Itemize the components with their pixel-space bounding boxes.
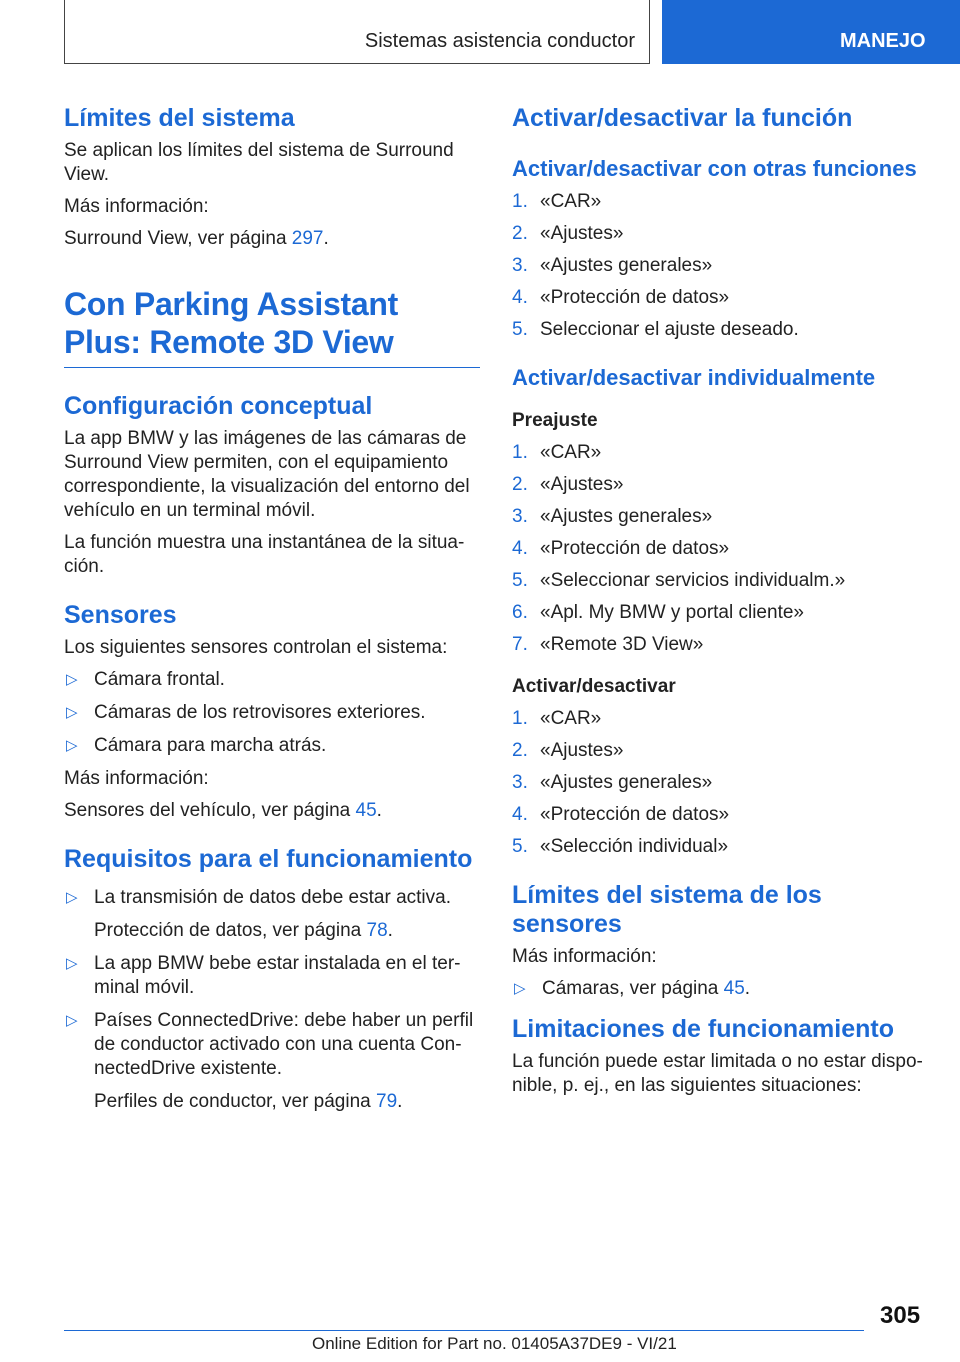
chapter-heading	[64, 285, 480, 368]
list-item: ▷ Cámara para marcha atrás.	[66, 735, 327, 756]
steps-list	[512, 190, 932, 342]
steps-list	[512, 441, 932, 657]
list-item: ▷ Cámaras, ver página 45.	[514, 978, 751, 999]
cross-reference: Perfiles de conductor, ver página 79.	[94, 1091, 403, 1112]
list-item: 5. «Selección individual»	[512, 836, 729, 857]
heading-individualmente: Activar/desactivar individualmente	[512, 365, 876, 390]
cross-reference: Sensores del vehículo, ver página 45.	[64, 800, 382, 821]
list-item: ▷ Cámaras de los retrovisores exteriores.	[66, 702, 426, 723]
cross-reference: Protección de datos, ver página 78.	[94, 920, 393, 941]
header-frame	[64, 0, 650, 64]
right-column	[512, 104, 932, 1098]
paragraph: Más información:	[512, 946, 657, 967]
list-item: ▷ Cámara frontal.	[66, 669, 225, 690]
list-item: 3. «Ajustes generales»	[512, 772, 713, 793]
sensor-list	[64, 668, 480, 758]
heading-otras-funciones: Activar/desactivar con otras funciones	[512, 156, 917, 181]
list-item: 6. «Apl. My BMW y portal cliente»	[512, 602, 804, 623]
section-title: Sistemas asistencia conductor	[364, 30, 635, 52]
heading-requisitos: Requisitos para el funcionamiento	[64, 845, 473, 873]
list-item: 4. «Protección de datos»	[512, 804, 730, 825]
list-item: 1. «CAR»	[512, 191, 602, 212]
paragraph: La app BMW y las imágenes de las cámaras de Surround View permiten, con el equipamiento correspondiente, la visualización del entorno del vehículo en un terminal móvil.	[64, 428, 470, 521]
page-link[interactable]: 79	[376, 1091, 398, 1112]
heading-line-1: Con Parking Assistant	[64, 286, 398, 322]
list-item: 1. «CAR»	[512, 442, 602, 463]
section-limites	[64, 104, 480, 251]
paragraph: La función puede estar limitada o no estar dispo‐nible, p. ej., en las siguientes situaciones:	[512, 1051, 923, 1096]
paragraph: Más información:	[64, 196, 209, 217]
chapter-label: MANEJO	[840, 30, 926, 52]
paragraph: Más información:	[64, 768, 209, 789]
triangle-bullet-icon: ▷	[66, 1012, 78, 1029]
page-link[interactable]: 78	[366, 920, 388, 941]
list-item: 2. «Ajustes»	[512, 474, 624, 495]
edition-text: Online Edition for Part no. 01405A37DE9 - VI/21	[312, 1334, 677, 1353]
triangle-bullet-icon: ▷	[66, 737, 78, 754]
reference-list	[512, 977, 932, 1001]
steps-list	[512, 707, 932, 859]
page-link[interactable]: 297	[291, 228, 324, 249]
paragraph: Se aplican los límites del sistema de Surround View.	[64, 140, 454, 185]
page-number: 305	[880, 1302, 921, 1329]
triangle-bullet-icon: ▷	[66, 889, 78, 906]
section-sensores	[64, 601, 480, 823]
heading-line-2: Plus: Remote 3D View	[64, 324, 394, 360]
list-item: 5. «Seleccionar servicios individualm.»	[512, 570, 846, 591]
list-item: ▷ Países ConnectedDrive: debe haber un perfil de conductor activado con una cuenta Con‐nectedDrive existente. Perfiles de conductor, ver página 79.	[64, 1009, 480, 1114]
heading-sensores: Sensores	[64, 601, 177, 629]
left-column	[64, 104, 480, 1123]
triangle-bullet-icon: ▷	[66, 704, 78, 721]
triangle-bullet-icon: ▷	[66, 955, 78, 972]
requirements-list	[64, 886, 480, 1114]
section-limites-sensores	[512, 881, 932, 1001]
section-requisitos	[64, 845, 480, 1114]
list-item: 7. «Remote 3D View»	[512, 634, 704, 655]
heading-limites-sensores: Límites del sistema de los sensores	[512, 881, 822, 938]
cross-reference: Surround View, ver página 297.	[64, 228, 329, 249]
triangle-bullet-icon: ▷	[514, 980, 526, 997]
page-link[interactable]: 45	[723, 978, 745, 999]
heading-configuracion: Configuración conceptual	[64, 392, 373, 420]
list-item: 5. Seleccionar el ajuste deseado.	[512, 319, 799, 340]
triangle-bullet-icon: ▷	[66, 671, 78, 688]
list-item: ▷ La app BMW bebe estar instalada en el ter‐minal móvil.	[66, 953, 461, 998]
subheading-activar: Activar/desactivar	[512, 676, 676, 697]
heading-activar-funcion: Activar/desactivar la función	[512, 104, 853, 132]
heading-limitaciones: Limitaciones de funcionamiento	[512, 1015, 894, 1043]
page-link[interactable]: 45	[355, 800, 377, 821]
section-limitaciones	[512, 1015, 932, 1098]
list-item: 2. «Ajustes»	[512, 223, 624, 244]
list-item: 4. «Protección de datos»	[512, 287, 730, 308]
list-item: 2. «Ajustes»	[512, 740, 624, 761]
footer-divider	[64, 1330, 864, 1331]
paragraph: Los siguientes sensores controlan el sistema:	[64, 637, 448, 658]
chapter-tab	[662, 0, 960, 64]
list-item: 1. «CAR»	[512, 708, 602, 729]
list-item: ▷ La transmisión de datos debe estar activa. Protección de datos, ver página 78.	[64, 886, 480, 943]
list-item: 4. «Protección de datos»	[512, 538, 730, 559]
paragraph: La función muestra una instantánea de la situa‐ción.	[64, 532, 465, 577]
section-configuracion	[64, 392, 480, 579]
heading-limites: Límites del sistema	[64, 104, 295, 132]
subheading-preajuste: Preajuste	[512, 410, 598, 431]
list-item: 3. «Ajustes generales»	[512, 506, 713, 527]
list-item: 3. «Ajustes generales»	[512, 255, 713, 276]
